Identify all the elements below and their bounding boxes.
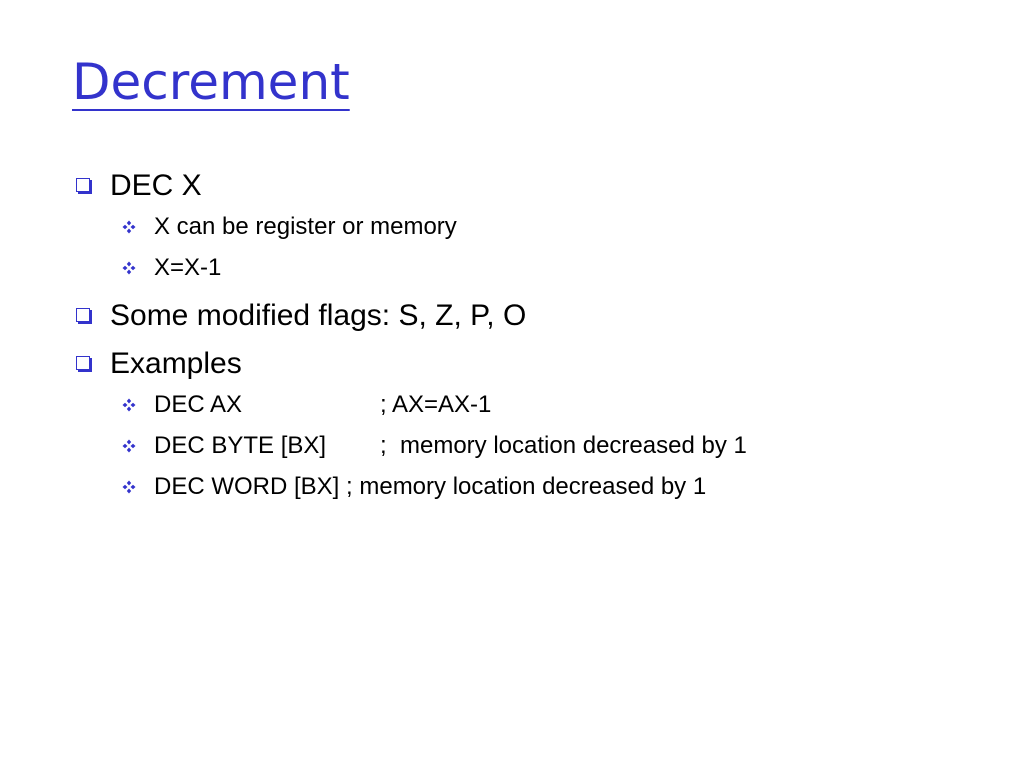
hollow-square-bullet-icon	[76, 308, 90, 322]
hollow-square-bullet-icon	[76, 356, 90, 370]
example-dec-ax	[72, 384, 972, 425]
sub-bullet-text: X=X-1	[154, 254, 222, 281]
spacer	[72, 288, 972, 296]
example-dec-byte	[72, 425, 972, 466]
hollow-square-bullet-icon	[76, 178, 90, 192]
bullet-text: DEC X	[110, 169, 202, 202]
four-diamond-bullet-icon	[122, 261, 136, 275]
sub-bullet-text: X can be register or memory	[154, 213, 457, 240]
slide-title: Decrement	[72, 53, 350, 111]
example-code: DEC AX	[154, 391, 243, 418]
sub-bullet-operand	[72, 206, 972, 247]
example-comment: ; memory location decreased by 1	[380, 432, 747, 459]
example-code: DEC BYTE [BX]	[154, 432, 327, 459]
four-diamond-bullet-icon	[122, 220, 136, 234]
four-diamond-bullet-icon	[122, 398, 136, 412]
four-diamond-bullet-icon	[122, 439, 136, 453]
example-comment: ; AX=AX-1	[380, 391, 492, 418]
bullet-dec-x	[72, 166, 972, 206]
spacer	[72, 336, 972, 344]
sub-bullet-semantics	[72, 247, 972, 288]
bullet-text: Some modified flags: S, Z, P, O	[110, 299, 527, 332]
example-dec-word	[72, 466, 972, 507]
example-code: DEC WORD [BX]	[154, 473, 340, 500]
bullet-modified-flags	[72, 296, 972, 336]
bullet-examples	[72, 344, 972, 384]
example-comment: ; memory location decreased by 1	[346, 473, 707, 500]
four-diamond-bullet-icon	[122, 480, 136, 494]
slide-content	[72, 166, 972, 507]
bullet-text: Examples	[110, 347, 242, 380]
